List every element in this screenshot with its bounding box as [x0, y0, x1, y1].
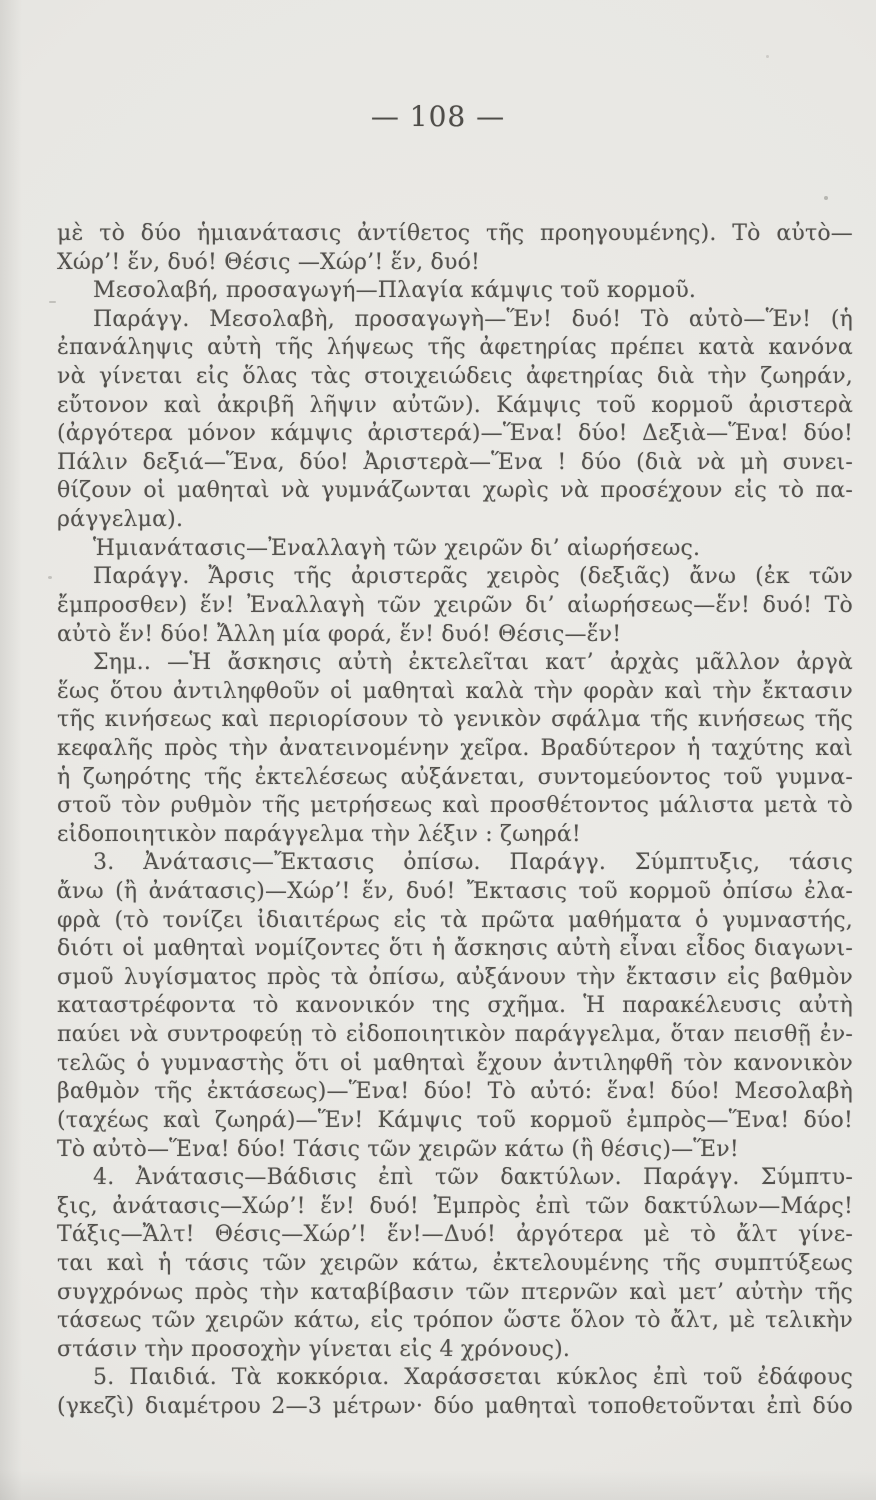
text-line: στάσιν τὴν προσοχὴν γίνεται εἰς 4 χρόνους). [57, 1336, 571, 1362]
text-line: βαθμὸν τῆς ἐκτάσεως)—Ἕνα! δύο! Τὸ αὐτό: ἕνα! δύο! Μεσολαβὴ [57, 1079, 853, 1105]
text-line: κεφαλῆς πρὸς τὴν ἀνατεινομένην χεῖρα. Βραδύτερον ἡ ταχύτης καὶ [57, 735, 853, 761]
text-line: 5. Παιδιά. Τὰ κοκκόρια. Χαράσσεται κύκλος ἐπὶ τοῦ ἐδάφους [93, 1365, 853, 1391]
text-line: τελῶς ὁ γυμναστὴς ὅτι οἱ μαθηταὶ ἔχουν ἀντιληφθῆ τὸν κανονικὸν [57, 1050, 853, 1076]
text-line: στοῦ τὸν ρυθμὸν τῆς μετρήσεως καὶ προσθέτοντος μάλιστα μετὰ τὸ [57, 793, 853, 819]
text-line: καταστρέφοντα τὸ κανονικόν της σχῆμα. Ἡ παρακέλευσις αὐτὴ [57, 993, 853, 1019]
text-line: σμοῦ λυγίσματος πρὸς τὰ ὀπίσω, αὐξάνουν τὴν ἔκτασιν εἰς βαθμὸν [57, 964, 853, 990]
page-number: — 108 — [370, 100, 506, 133]
text-line: Σημ.. —Ἡ ἄσκησις αὐτὴ ἐκτελεῖται κατ’ ἀρχὰς μᾶλλον ἀργὰ [93, 650, 853, 676]
text-line: εἰδοποιητικὸν παράγγελμα τὴν λέξιν : ζωηρά! [57, 821, 581, 847]
text-line: ράγγελμα). [57, 507, 184, 533]
text-line: ξις, ἀνάτασις—Χώρ’! ἕν! δυό! Ἐμπρὸς ἐπὶ τῶν δακτύλων—Μάρς! [57, 1193, 853, 1219]
text-line: 3. Ἀνάτασις—Ἔκτασις ὀπίσω. Παράγγ. Σύμπτυξις, τάσις [93, 850, 853, 876]
text-line: Τὸ αὐτὸ—Ἕνα! δύο! Τάσις τῶν χειρῶν κάτω (ἢ θέσις)—Ἕν! [57, 1136, 739, 1162]
paper-speck [766, 55, 769, 58]
text-line: Μεσολαβή, προσαγωγή—Πλαγία κάμψις τοῦ κορμοῦ. [93, 278, 697, 304]
text-line: νὰ γίνεται εἰς ὅλας τὰς στοιχειώδεις ἀφετηρίας διὰ τὴν ζωηράν, [57, 364, 853, 390]
text-line: φρὰ (τὸ τονίζει ἰδιαιτέρως εἰς τὰ πρῶτα μαθήματα ὁ γυμναστής, [57, 907, 853, 933]
text-line: Παράγγ. Ἄρσις τῆς ἀριστερᾶς χειρὸς (δεξιᾶς) ἄνω (ἐκ τῶν [93, 564, 853, 590]
text-line: ἕως ὅτου ἀντιληφθοῦν οἱ μαθηταὶ καλὰ τὴν φορὰν καὶ τὴν ἔκτασιν [57, 678, 853, 704]
text-line: (γκεζὶ) διαμέτρου 2—3 μέτρων· δύο μαθηταὶ τοποθετοῦνται ἐπὶ δύο [57, 1393, 853, 1419]
text-line: τῆς κινήσεως καὶ περιορίσουν τὸ γενικὸν σφάλμα τῆς κινήσεως τῆς [57, 707, 853, 733]
text-line: Πάλιν δεξιά—Ἕνα, δύο! Ἀριστερὰ—Ἕνα ! δύο (διὰ νὰ μὴ συνει- [57, 449, 853, 475]
text-line: Χώρ’! ἕν, δυό! Θέσις —Χώρ’! ἕν, δυό! [57, 249, 481, 275]
text-line: (ἀργότερα μόνον κάμψις ἀριστερά)—Ἕνα! δύο! Δεξιὰ—Ἕνα! δύο! [57, 421, 853, 447]
text-line: αὐτὸ ἕν! δύο! Ἄλλη μία φορά, ἕν! δυό! Θέσις—ἕν! [57, 621, 622, 647]
text-line: εὔτονον καὶ ἀκριβῆ λῆψιν αὐτῶν). Κάμψις τοῦ κορμοῦ ἀριστερὰ [57, 392, 853, 418]
text-line: (ταχέως καὶ ζωηρά)—Ἕν! Κάμψις τοῦ κορμοῦ ἐμπρὸς—Ἕνα! δύο! [57, 1107, 853, 1133]
text-line: Ἡμιανάτασις—Ἐναλλαγὴ τῶν χειρῶν δι’ αἰωρήσεως. [93, 535, 701, 561]
text-line: ται καὶ ἡ τάσις τῶν χειρῶν κάτω, ἐκτελουμένης τῆς συμπτύξεως [57, 1250, 853, 1276]
scan-edge-shading-left [0, 0, 22, 1500]
text-line: παύει νὰ συντροφεύῃ τὸ εἰδοποιητικὸν παράγγελμα, ὅταν πεισθῇ ἐν- [57, 1022, 853, 1048]
paper-speck [824, 196, 828, 200]
text-line: διότι οἱ μαθηταὶ νομίζοντες ὅτι ἡ ἄσκησις αὐτὴ εἶναι εἶδος διαγωνι- [57, 936, 853, 962]
text-line: Παράγγ. Μεσολαβὴ, προσαγωγὴ—Ἕν! δυό! Τὸ αὐτὸ—Ἕν! (ἡ [93, 306, 853, 332]
text-line: Τάξις—Ἄλτ! Θέσις—Χώρ’! ἕν!—Δυό! ἀργότερα μὲ τὸ ἄλτ γίνε- [57, 1222, 853, 1248]
text-line: 4. Ἀνάτασις—Βάδισις ἐπὶ τῶν δακτύλων. Παράγγ. Σύμπτυ- [93, 1165, 853, 1191]
scan-edge-shading-bottom [0, 1470, 876, 1500]
text-line: θίζουν οἱ μαθηταὶ νὰ γυμνάζωνται χωρὶς νὰ προσέχουν εἰς τὸ πα- [57, 478, 853, 504]
text-line: τάσεως τῶν χειρῶν κάτω, εἰς τρόπον ὥστε ὅλον τὸ ἄλτ, μὲ τελικὴν [57, 1308, 853, 1334]
text-line: μὲ τὸ δύο ἡμιανάτασις ἀντίθετος τῆς προηγουμένης). Τὸ αὐτὸ— [57, 221, 853, 246]
text-line: ἡ ζωηρότης τῆς ἐκτελέσεως αὐξάνεται, συντομεύοντος τοῦ γυμνα- [57, 764, 853, 790]
text-line: ἔμπροσθεν) ἕν! Ἐναλλαγὴ τῶν χειρῶν δι’ αἰωρήσεως—ἕν! δυό! Τὸ [57, 592, 853, 618]
text-line: συγχρόνως πρὸς τὴν καταβίβασιν τῶν πτερνῶν καὶ μετ’ αὐτὴν τῆς [57, 1279, 853, 1305]
paper-speck [48, 576, 52, 579]
text-line: ἄνω (ἢ ἀνάτασις)—Χώρ’! ἕν, δυό! Ἔκτασις τοῦ κορμοῦ ὀπίσω ἐλα- [57, 879, 853, 905]
paper-speck [49, 301, 56, 303]
text-line: ἐπανάληψις αὐτὴ τῆς λήψεως τῆς ἀφετηρίας πρέπει κατὰ κανόνα [57, 335, 853, 361]
page-text [57, 220, 853, 1422]
